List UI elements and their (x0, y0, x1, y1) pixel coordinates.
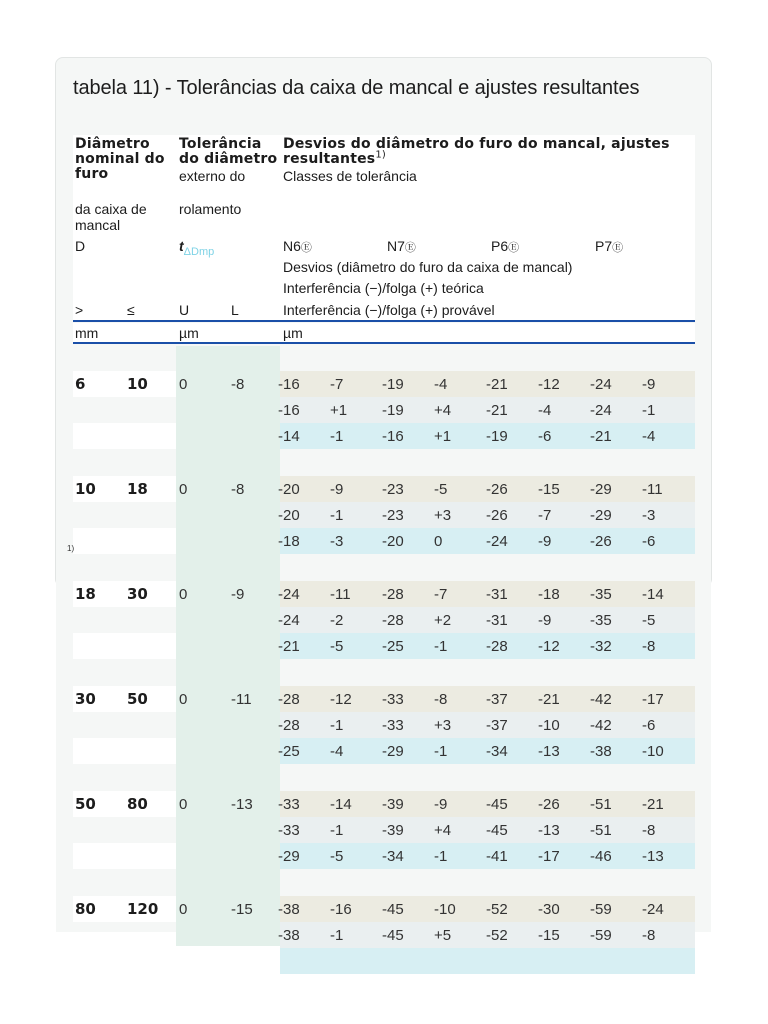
tolerance-upper: 0 (179, 796, 188, 813)
tolerance-lower: -11 (231, 691, 252, 708)
header-rule-top (73, 320, 695, 322)
tolerance-lower: -8 (231, 376, 245, 393)
diameter-gt: 18 (75, 585, 96, 603)
e-marker-icon: Ⓔ (612, 242, 624, 254)
deviation-value: -13 (538, 822, 560, 839)
deviation-value: -21 (486, 402, 508, 419)
deviation-value: -33 (382, 691, 404, 708)
deviation-value: -28 (486, 638, 508, 655)
deviation-value: -46 (590, 848, 612, 865)
tolerance-upper: 0 (179, 691, 188, 708)
deviation-value: -59 (590, 901, 612, 918)
deviation-value: +2 (434, 612, 452, 629)
deviation-value: -29 (590, 507, 612, 524)
deviation-value: -4 (642, 428, 656, 445)
deviation-row-r1 (280, 896, 695, 922)
table-row-group (73, 371, 695, 449)
deviation-value: -6 (642, 717, 656, 734)
row-desc-theoretical: Interferência (−)/folga (+) teórica (283, 280, 484, 296)
deviation-row-r1 (280, 581, 695, 607)
deviation-value: -7 (330, 376, 344, 393)
deviation-value: -45 (486, 822, 508, 839)
deviation-value: -24 (590, 376, 612, 393)
deviation-row-r1 (280, 476, 695, 502)
row-desc-probable: Interferência (−)/folga (+) provável (283, 302, 495, 318)
col-diameter-subtitle: da caixa de mancal (75, 201, 147, 233)
deviation-value: -38 (590, 743, 612, 760)
deviation-value: -14 (278, 428, 300, 445)
col-tolerance-symbol: $t_{\Delta Dmp}$ (179, 238, 215, 258)
deviation-value: -8 (434, 691, 448, 708)
deviation-value: -30 (538, 901, 560, 918)
diameter-cell-blank (73, 633, 176, 659)
deviation-value: -21 (486, 376, 508, 393)
diameter-gt: 6 (75, 375, 86, 393)
deviation-value: -34 (486, 743, 508, 760)
deviation-value: +4 (434, 402, 452, 419)
deviation-value: -32 (590, 638, 612, 655)
deviation-value: -28 (382, 586, 404, 603)
deviation-value: -29 (382, 743, 404, 760)
deviation-row-r1 (280, 371, 695, 397)
deviation-value: +3 (434, 507, 452, 524)
deviation-value: -11 (330, 586, 351, 603)
diameter-cell (73, 476, 176, 502)
deviation-value: -39 (382, 822, 404, 839)
deviation-value: -24 (486, 533, 508, 550)
table-row-group (73, 476, 695, 554)
deviation-value: -21 (590, 428, 612, 445)
deviation-value: -4 (330, 743, 344, 760)
deviation-value: -45 (382, 927, 404, 944)
deviation-value: -9 (538, 533, 552, 550)
deviation-value: +3 (434, 717, 452, 734)
deviation-value: -10 (538, 717, 560, 734)
deviation-value: -16 (278, 376, 300, 393)
deviation-value: -1 (330, 428, 344, 445)
class-p6: P6Ⓔ (491, 238, 520, 254)
deviation-value: -28 (382, 612, 404, 629)
deviation-value: -1 (330, 927, 344, 944)
deviation-value: -11 (642, 481, 663, 498)
deviation-value: -41 (486, 848, 508, 865)
deviation-value: -35 (590, 586, 612, 603)
deviation-value: -9 (330, 481, 344, 498)
deviation-value: -20 (278, 481, 300, 498)
deviation-value: -23 (382, 507, 404, 524)
deviation-value: 0 (434, 533, 443, 550)
deviation-value: -18 (278, 533, 300, 550)
deviation-value: -24 (278, 586, 300, 603)
deviation-value: -21 (642, 796, 664, 813)
diameter-gt: 50 (75, 795, 96, 813)
deviation-value: -15 (538, 481, 560, 498)
deviation-value: -19 (486, 428, 508, 445)
table-row-group (73, 581, 695, 659)
deviation-row-r2 (280, 712, 695, 738)
deviation-value: -52 (486, 927, 508, 944)
e-marker-icon: Ⓔ (404, 242, 416, 254)
deviation-value: -1 (434, 848, 448, 865)
deviation-value: -29 (278, 848, 300, 865)
diameter-gt: 80 (75, 900, 96, 918)
deviation-value: -5 (330, 848, 344, 865)
deviation-value: -31 (486, 586, 508, 603)
class-p7: P7Ⓔ (595, 238, 624, 254)
diameter-cell (73, 791, 176, 817)
deviation-value: -5 (642, 612, 656, 629)
deviation-value: -38 (278, 901, 300, 918)
diameter-le: 30 (127, 585, 148, 603)
tolerance-lower: -9 (231, 586, 245, 603)
diameter-cell-blank (73, 843, 176, 869)
deviation-value: -59 (590, 927, 612, 944)
header-rule-bottom (73, 342, 695, 344)
deviation-value: -1 (434, 638, 448, 655)
deviation-value: -8 (642, 822, 656, 839)
deviation-value: -42 (590, 717, 612, 734)
deviation-value: -4 (538, 402, 552, 419)
deviation-value: -1 (330, 507, 344, 524)
deviation-value: -26 (590, 533, 612, 550)
e-marker-icon: Ⓔ (508, 242, 520, 254)
deviation-value: -13 (642, 848, 664, 865)
deviation-value: -23 (382, 481, 404, 498)
deviation-value: +4 (434, 822, 452, 839)
deviation-value: -7 (538, 507, 552, 524)
deviation-value: -20 (382, 533, 404, 550)
deviation-value: -19 (382, 402, 404, 419)
deviation-value: -39 (382, 796, 404, 813)
row-desc-deviations: Desvios (diâmetro do furo da caixa de mancal) (283, 259, 573, 275)
deviation-value: -6 (538, 428, 552, 445)
deviation-value: -4 (434, 376, 448, 393)
diameter-gt: 30 (75, 690, 96, 708)
tolerance-lower: -15 (231, 901, 253, 918)
deviation-value: -1 (330, 822, 344, 839)
tolerance-upper: 0 (179, 586, 188, 603)
deviation-value: -10 (434, 901, 456, 918)
col-tolerance-title: Tolerância do diâmetro (179, 136, 278, 167)
table-row-group (73, 791, 695, 869)
deviation-row-r3 (280, 948, 695, 974)
table-header (73, 135, 695, 321)
unit-um-deviation: µm (283, 325, 303, 341)
deviation-value: -16 (330, 901, 352, 918)
e-marker-icon: Ⓔ (300, 242, 312, 254)
deviation-value: -35 (590, 612, 612, 629)
deviation-value: -28 (278, 717, 300, 734)
diameter-cell (73, 371, 176, 397)
tolerance-table (73, 135, 695, 944)
deviation-value: -29 (590, 481, 612, 498)
diameter-le: 80 (127, 795, 148, 813)
deviation-value: +5 (434, 927, 452, 944)
col-diameter-symbol: D (75, 238, 86, 254)
deviation-value: -28 (278, 691, 300, 708)
diameter-cell-blank (73, 738, 176, 764)
table-row-group (73, 686, 695, 764)
unit-mm: mm (75, 325, 99, 341)
deviation-value: -37 (486, 691, 508, 708)
class-n7: N7Ⓔ (387, 238, 416, 254)
deviation-value: -13 (538, 743, 560, 760)
deviation-value: -12 (538, 638, 560, 655)
deviation-row-r1 (280, 791, 695, 817)
deviation-row-r2 (280, 502, 695, 528)
col-deviations-title: Desvios do diâmetro do furo do mancal, ajustes resultantes$^{1)}$ (283, 136, 670, 167)
deviation-value: -26 (486, 507, 508, 524)
deviation-value: -45 (486, 796, 508, 813)
deviation-value: -1 (434, 743, 448, 760)
deviation-value: -12 (330, 691, 352, 708)
tolerance-upper: 0 (179, 481, 188, 498)
deviation-value: -14 (642, 586, 664, 603)
deviation-value: +1 (330, 402, 348, 419)
deviation-value: -52 (486, 901, 508, 918)
units-row (73, 323, 695, 344)
tolerance-upper: 0 (179, 901, 188, 918)
card-title: tabela 11) - Tolerâncias da caixa de mancal e ajustes resultantes (73, 77, 640, 99)
diameter-cell-blank (73, 423, 176, 449)
table-row-group (73, 896, 695, 974)
deviation-value: -24 (590, 402, 612, 419)
deviation-value: -16 (382, 428, 404, 445)
deviation-value: -21 (538, 691, 560, 708)
deviation-value: -42 (590, 691, 612, 708)
tolerance-lower: -8 (231, 481, 245, 498)
tolerance-table-scroll-area[interactable] (56, 119, 711, 944)
deviation-row-r3 (280, 738, 695, 764)
deviation-row-r2 (280, 607, 695, 633)
deviation-value: -24 (642, 901, 664, 918)
deviation-row-r2 (280, 817, 695, 843)
deviation-row-r3 (280, 528, 695, 554)
diameter-cell (73, 896, 176, 922)
diameter-cell-blank (73, 948, 176, 974)
deviation-value: +1 (434, 428, 452, 445)
deviation-value: -18 (538, 586, 560, 603)
col-diameter-title: Diâmetro nominal do furo (75, 136, 165, 182)
classes-label: Classes de tolerância (283, 168, 417, 184)
diameter-cell (73, 581, 176, 607)
deviation-value: -3 (642, 507, 656, 524)
class-n6: N6Ⓔ (283, 238, 312, 254)
deviation-value: -1 (642, 402, 656, 419)
deviation-value: -24 (278, 612, 300, 629)
deviation-value: -33 (382, 717, 404, 734)
deviation-value: -6 (642, 533, 656, 550)
card-header (56, 58, 711, 120)
deviation-row-r3 (280, 423, 695, 449)
deviation-value: -25 (278, 743, 300, 760)
deviation-value: -9 (434, 796, 448, 813)
deviation-value: -26 (538, 796, 560, 813)
deviation-row-r1 (280, 686, 695, 712)
deviation-value: -9 (642, 376, 656, 393)
deviation-value: -5 (434, 481, 448, 498)
deviation-value: -7 (434, 586, 448, 603)
unit-um-tolerance: µm (179, 325, 199, 341)
deviation-value: -3 (330, 533, 344, 550)
col-diameter-gt: > (75, 302, 84, 318)
deviation-value: -25 (382, 638, 404, 655)
deviation-value: -16 (278, 402, 300, 419)
deviation-value: -37 (486, 717, 508, 734)
deviation-value: -1 (330, 717, 344, 734)
deviation-value: -8 (642, 638, 656, 655)
deviation-value: -5 (330, 638, 344, 655)
col-tolerance-sub1: externo do (179, 168, 246, 184)
deviation-value: -26 (486, 481, 508, 498)
diameter-le: 18 (127, 480, 148, 498)
deviation-value: -33 (278, 822, 300, 839)
deviation-value: -12 (538, 376, 560, 393)
deviation-row-r2 (280, 397, 695, 423)
diameter-le: 10 (127, 375, 148, 393)
deviation-value: -2 (330, 612, 344, 629)
deviation-value: -33 (278, 796, 300, 813)
deviation-value: -45 (382, 901, 404, 918)
deviation-value: -38 (278, 927, 300, 944)
col-tolerance-lower: L (231, 302, 239, 318)
diameter-le: 50 (127, 690, 148, 708)
tolerance-lower: -13 (231, 796, 253, 813)
diameter-le: 120 (127, 900, 159, 918)
diameter-cell (73, 686, 176, 712)
deviation-value: -34 (382, 848, 404, 865)
deviation-value: -51 (590, 796, 612, 813)
deviation-value: -15 (538, 927, 560, 944)
diameter-cell-blank (73, 528, 176, 554)
tolerance-upper: 0 (179, 376, 188, 393)
deviation-row-r2 (280, 922, 695, 948)
deviation-value: -10 (642, 743, 664, 760)
deviation-value: -9 (538, 612, 552, 629)
deviation-value: -21 (278, 638, 300, 655)
deviation-value: -31 (486, 612, 508, 629)
col-tolerance-sub2: rolamento (179, 201, 242, 217)
deviation-value: -8 (642, 927, 656, 944)
footnote-marker: 1) (67, 544, 75, 553)
deviation-value: -20 (278, 507, 300, 524)
deviation-value: -51 (590, 822, 612, 839)
deviation-value: -19 (382, 376, 404, 393)
diameter-gt: 10 (75, 480, 96, 498)
deviation-row-r3 (280, 843, 695, 869)
col-tolerance-upper: U (179, 302, 190, 318)
deviation-value: -14 (330, 796, 352, 813)
deviation-value: -17 (642, 691, 664, 708)
deviation-row-r3 (280, 633, 695, 659)
deviation-value: -17 (538, 848, 560, 865)
col-diameter-le: ≤ (127, 302, 135, 318)
